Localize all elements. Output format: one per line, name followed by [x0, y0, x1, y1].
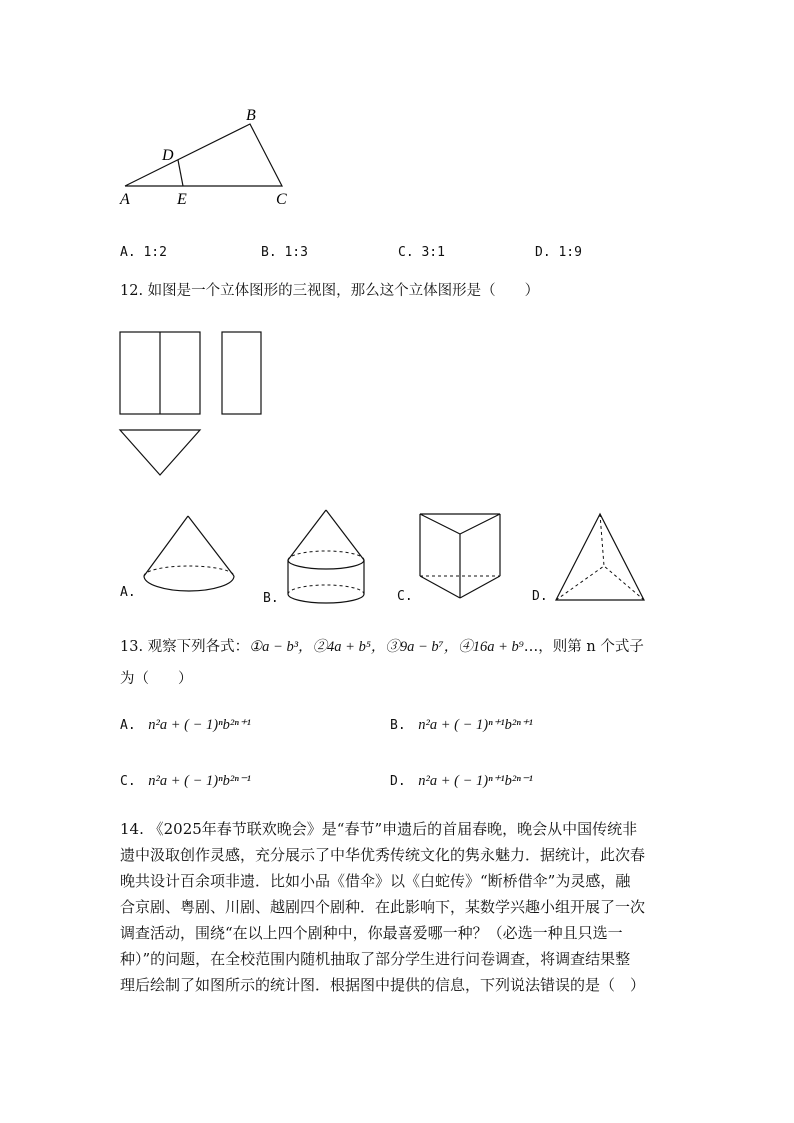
- q13-option-c[interactable]: [120, 774, 251, 789]
- q14-line-5: 调查活动，围绕“在以上四个剧种中，你最喜爱哪一种？（必选一种且只选一: [120, 924, 623, 942]
- triangle-outline: [125, 124, 282, 186]
- q14-line-2: 遗中汲取创作灵感，充分展示了中华优秀传统文化的隽永魅力．据统计，此次春: [120, 846, 646, 864]
- label-e: E: [177, 191, 187, 208]
- q13-option-d[interactable]: [390, 774, 533, 789]
- q13-option-a[interactable]: [120, 718, 251, 733]
- q11-option-b[interactable]: B. 1:3: [261, 245, 308, 260]
- q12-option-b-label[interactable]: B.: [263, 591, 279, 606]
- q12-option-a-label[interactable]: A.: [120, 585, 136, 600]
- q14-paragraph: [120, 816, 680, 998]
- q12-option-c-prism[interactable]: [416, 508, 506, 606]
- q13-option-b[interactable]: [390, 718, 533, 733]
- q13-option-a-expr: n²a + ( − 1)ⁿb²ⁿ⁺¹: [148, 717, 251, 733]
- q12-option-b-cone-cylinder[interactable]: [282, 506, 372, 606]
- q13-stem-prefix: 13. 观察下列各式：: [120, 639, 250, 655]
- q14-line-4: 合京剧、粤剧、川剧、越剧四个剧种．在此影响下，某数学兴趣小组开展了一次: [120, 898, 646, 916]
- label-b: B: [246, 107, 256, 124]
- side-view: [222, 332, 261, 414]
- q13-option-d-expr: n²a + ( − 1)ⁿ⁺¹b²ⁿ⁻¹: [418, 773, 533, 789]
- q11-option-c[interactable]: C. 3:1: [398, 245, 445, 260]
- q13-term-3: ③9a − b⁷，: [385, 639, 459, 655]
- q12-option-a-cone[interactable]: [140, 510, 240, 600]
- top-view: [120, 430, 200, 475]
- q14-line-3: 晚共设计百余项非遗．比如小品《借伞》以《白蛇传》“断桥借伞”为灵感，融: [120, 872, 631, 890]
- q13-option-b-expr: n²a + ( − 1)ⁿ⁺¹b²ⁿ⁺¹: [418, 717, 533, 733]
- q13-option-d-letter: D.: [390, 774, 406, 789]
- q13-term-2: ②4a + b⁵，: [312, 639, 386, 655]
- segment-de: [178, 160, 183, 186]
- q13-option-b-letter: B.: [390, 718, 406, 733]
- q13-option-c-letter: C.: [120, 774, 136, 789]
- q12-option-d-label[interactable]: D.: [532, 589, 548, 604]
- q11-option-d[interactable]: D. 1:9: [535, 245, 582, 260]
- label-a: A: [120, 191, 130, 208]
- q13-term-1: ①a − b³，: [249, 639, 313, 655]
- q14-line-7: 理后绘制了如图所示的统计图．根据图中提供的信息，下列说法错误的是（ ）: [120, 976, 646, 994]
- q13-stem-line1: [120, 640, 644, 655]
- three-views-figure: [115, 328, 275, 483]
- label-d: D: [162, 147, 174, 164]
- q13-option-a-letter: A.: [120, 718, 136, 733]
- q13-term-4: ④16a + b⁹: [458, 639, 524, 655]
- q12-option-c-label[interactable]: C.: [397, 589, 413, 604]
- q11-option-a[interactable]: A. 1:2: [120, 245, 167, 260]
- label-c: C: [276, 191, 287, 208]
- q13-option-c-expr: n²a + ( − 1)ⁿb²ⁿ⁻¹: [148, 773, 251, 789]
- q14-line-6: 种）”的问题，在全校范围内随机抽取了部分学生进行问卷调查，将调查结果整: [120, 950, 631, 968]
- q13-stem-suffix: …，则第 n 个式子: [523, 639, 644, 655]
- triangle-figure: [110, 100, 310, 210]
- q12-stem: 12. 如图是一个立体图形的三视图，那么这个立体图形是（ ）: [120, 283, 540, 299]
- q14-line-1: 14. 《2025年春节联欢晚会》是“春节”申遗后的首届春晚，晚会从中国传统非: [120, 820, 638, 838]
- q13-stem-line2: 为（ ）: [120, 671, 193, 687]
- q12-option-d-pyramid[interactable]: [552, 508, 648, 604]
